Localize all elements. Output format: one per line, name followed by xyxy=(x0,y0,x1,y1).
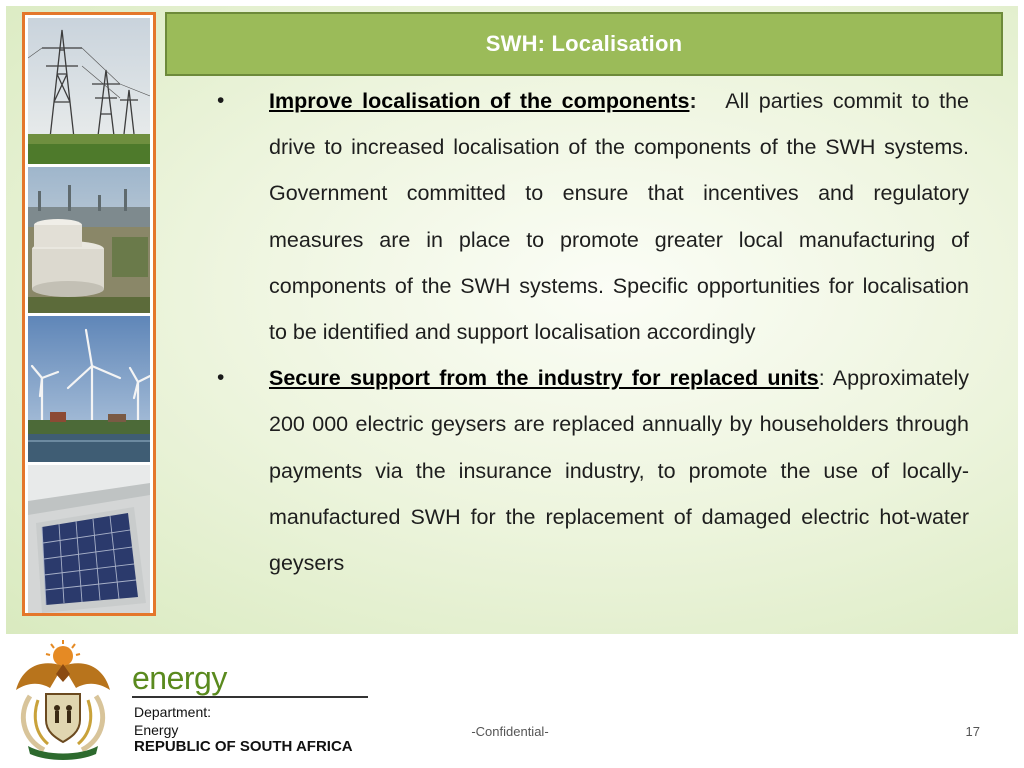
bullet-heading: Improve localisation of the components xyxy=(269,89,690,113)
bullet-separator: : xyxy=(818,366,825,391)
bullet-body: All parties commit to the drive to increased localisation of the components of the SWH systems. Government committed to ensure that incentives and regulatory measures are in place to promote greater local manufacturing of components of the SWH systems. Specific opportunities for localisation to be identified and support localisation accordingly xyxy=(269,89,970,345)
confidential-label: -Confidential- xyxy=(471,724,549,739)
bullet-heading: Secure support from the industry for replaced units xyxy=(269,366,819,391)
photo-strip xyxy=(22,12,156,616)
title-banner xyxy=(165,12,1003,76)
bullet-body: Approximately 200 000 electric geysers are replaced annually by householders through payments via the insurance industry, to promote the use of locally-manufactured SWH for the replacement of damaged electric hot-water geysers xyxy=(269,366,969,576)
bullet-item xyxy=(205,78,969,355)
coat-of-arms-logo xyxy=(10,638,116,760)
country-name: REPUBLIC OF SOUTH AFRICA xyxy=(134,738,353,755)
department-name: Energy xyxy=(134,722,179,738)
brand-divider xyxy=(132,696,368,698)
page-number: 17 xyxy=(965,724,980,739)
bullet-dot: • xyxy=(217,366,225,390)
slide-title: SWH: Localisation xyxy=(485,31,683,56)
department-label: Department: xyxy=(134,704,212,720)
bullet-separator: : xyxy=(689,89,697,113)
wind-turbines-photo xyxy=(28,316,150,462)
bullet-paragraph xyxy=(269,355,969,586)
slide-body xyxy=(205,78,969,586)
energy-wordmark: energy xyxy=(132,660,227,696)
bullet-item xyxy=(205,355,969,586)
bullet-paragraph xyxy=(269,78,969,355)
power-pylons-photo xyxy=(28,18,150,164)
refinery-tanks-photo xyxy=(28,167,150,313)
bullet-dot: • xyxy=(217,89,225,112)
solar-panel-photo xyxy=(28,465,150,613)
